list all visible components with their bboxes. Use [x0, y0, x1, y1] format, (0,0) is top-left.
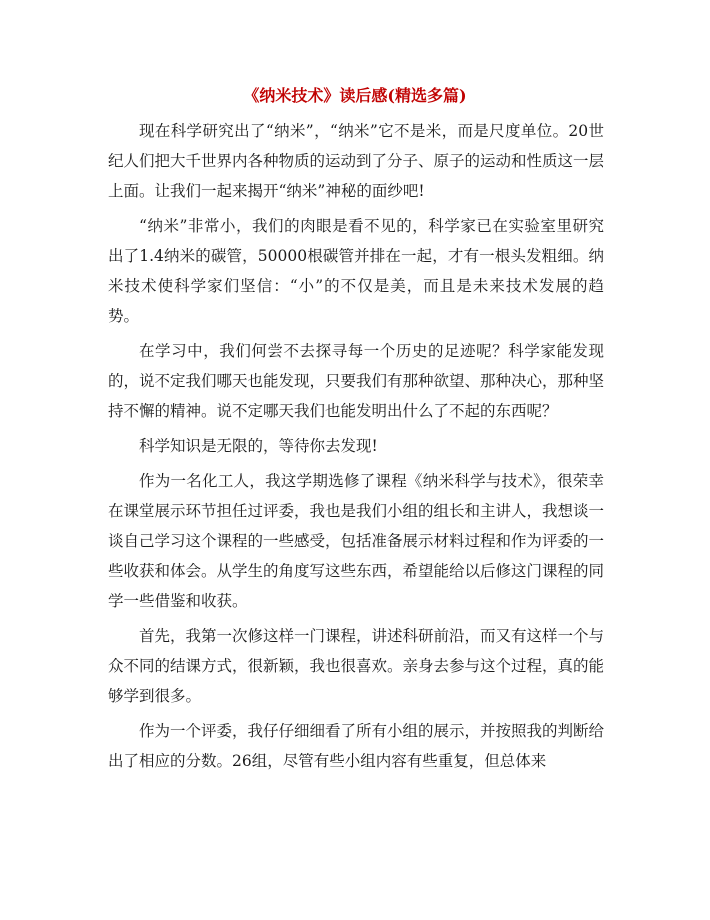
paragraph-6: 首先，我第一次修这样一门课程，讲述科研前沿，而又有这样一个与众不同的结课方式，很新颖，我也很喜欢。亲身去参与这个过程，真的能够学到很多。 — [108, 627, 605, 705]
document-body — [108, 116, 604, 781]
paragraph-7: 作为一个评委，我仔仔细细看了所有小组的展示，并按照我的判断给出了相应的分数。26组，尽管有些小组内容有些重复，但总体来 — [108, 722, 605, 770]
document-title: 《纳米技术》读后感(精选多篇) — [243, 86, 467, 105]
paragraph-5: 作为一名化工人，我这学期选修了课程《纳米科学与技术》，很荣幸在课堂展示环节担任过评委，我也是我们小组的组长和主讲人，我想谈一谈自己学习这个课程的一些感受，包括准备展示材料过程和作为评委的一些收获和体会。从学生的角度写这些东西，希望能给以后修这门课程的同学一些借鉴和收获。 — [108, 472, 605, 610]
paragraph-4: 科学知识是无限的，等待你去发现! — [139, 437, 378, 455]
paragraph-2: “纳米”非常小，我们的肉眼是看不见的，科学家已在实验室里研究出了1.4纳米的碳管，50000根碳管并排在一起，才有一根头发粗细。纳米技术使科学家们坚信：“小”的不仅是美，而且是未来技术发展的趋势。 — [108, 217, 604, 325]
paragraph-3: 在学习中，我们何尝不去探寻每一个历史的足迹呢？科学家能发现的，说不定我们哪天也能发现，只要我们有那种欲望、那种决心，那种坚持不懈的精神。说不定哪天我们也能发明出什么了不起的东西呢？ — [108, 342, 605, 420]
paragraph-1: 现在科学研究出了“纳米”，“纳米”它不是米，而是尺度单位。20世纪人们把大千世界内各种物质的运动到了分子、原子的运动和性质这一层上面。让我们一起来揭开“纳米”神秘的面纱吧! — [108, 122, 605, 200]
